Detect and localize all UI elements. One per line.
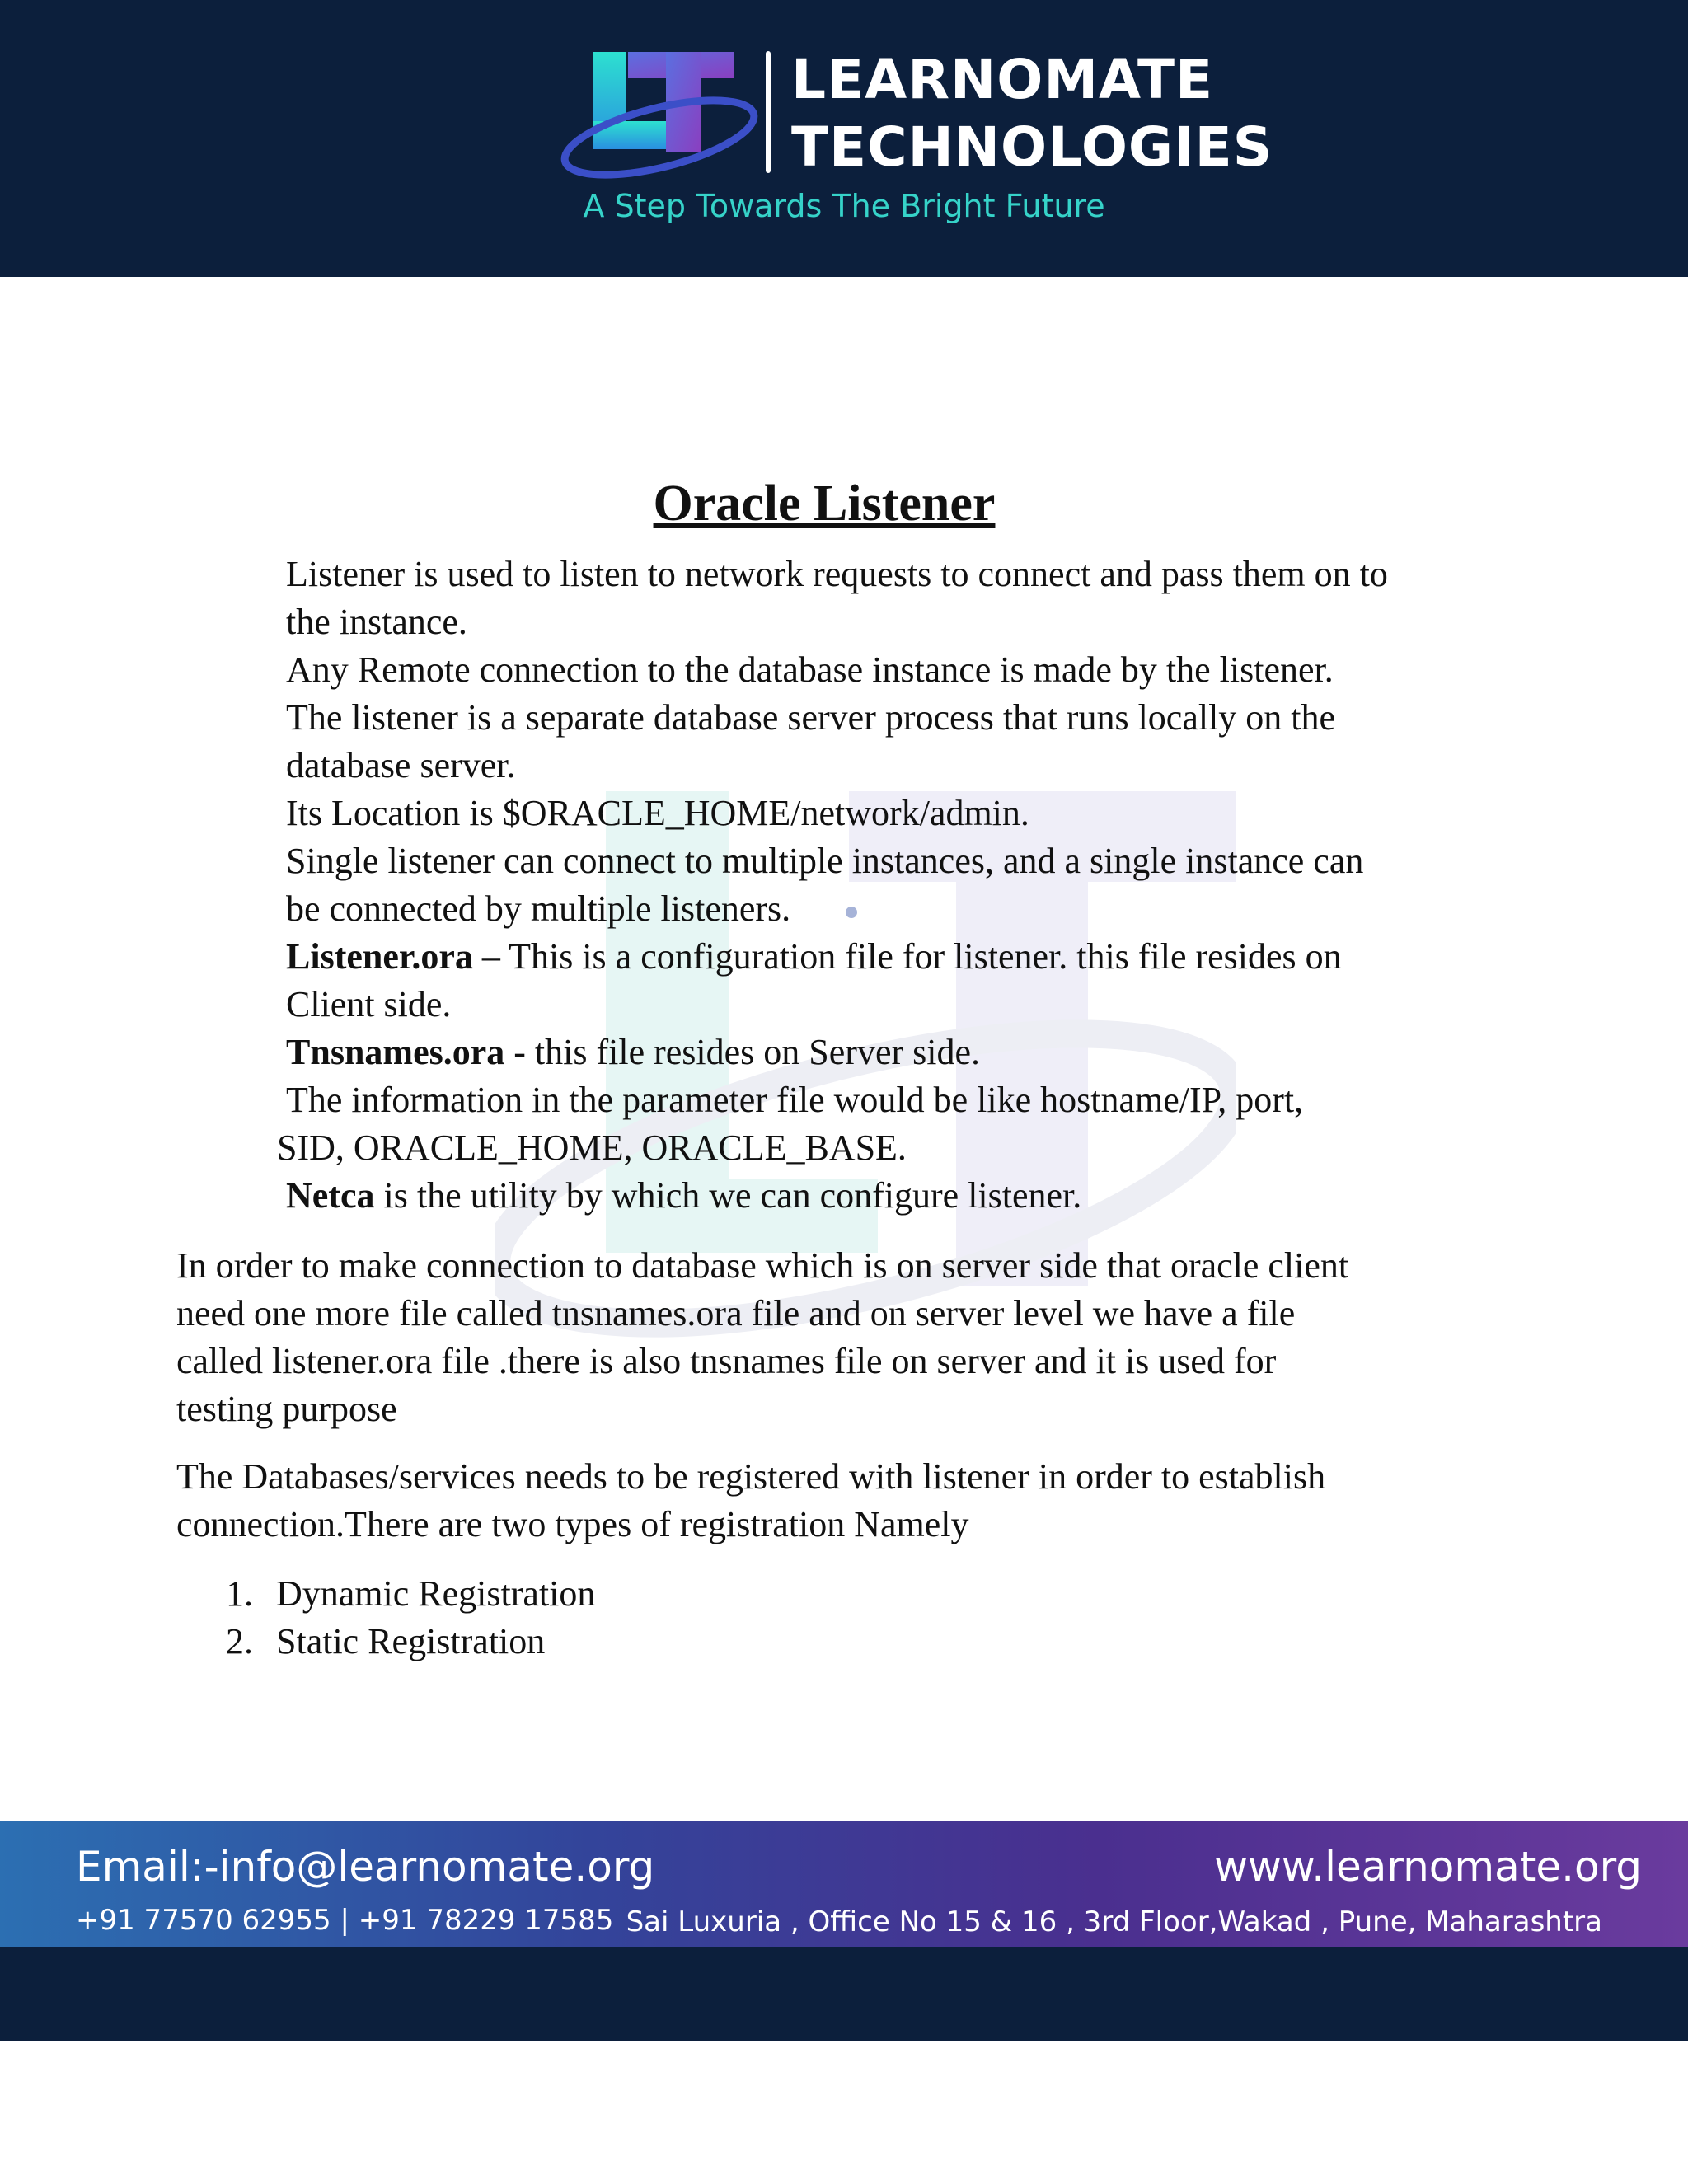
list-number: 1. <box>226 1573 253 1614</box>
paragraph-line: connection.There are two types of registration Namely <box>176 1504 969 1544</box>
listener-ora-term: Listener.ora <box>286 936 473 977</box>
text-line: Client side. <box>286 984 452 1024</box>
list-item: Dynamic Registration <box>276 1573 596 1614</box>
document-title: Oracle Listener <box>653 476 996 532</box>
netca-desc: is the utility by which we can configure listener. <box>374 1175 1082 1216</box>
brand-name-line1: LEARNOMATE <box>791 48 1214 111</box>
text-line: be connected by multiple listeners. <box>286 888 791 929</box>
footer-email[interactable]: Email:-info@learnomate.org <box>76 1843 655 1891</box>
bullet-dot-icon <box>846 907 857 918</box>
listener-ora-line <box>286 933 1342 981</box>
footer-band <box>0 1947 1688 2041</box>
netca-line <box>286 1172 1081 1220</box>
paragraph-line: testing purpose <box>176 1389 397 1429</box>
lt-logo-icon <box>560 45 758 185</box>
footer-phones: +91 77570 62955 | +91 78229 17585 <box>76 1904 614 1937</box>
paragraph-line: The Databases/services needs to be registered with listener in order to establish <box>176 1456 1326 1497</box>
tnsnames-ora-desc: - this file resides on Server side. <box>504 1032 980 1072</box>
text-line: SID, ORACLE_HOME, ORACLE_BASE. <box>277 1127 907 1168</box>
text-line: Listener is used to listen to network requests to connect and pass them on to <box>286 554 1388 594</box>
list-item: Static Registration <box>276 1621 546 1661</box>
page-footer <box>0 1821 1688 1947</box>
paragraph-line: In order to make connection to database which is on server side that oracle client <box>176 1245 1349 1286</box>
text-line: the instance. <box>286 602 467 642</box>
list-number: 2. <box>226 1621 253 1661</box>
text-line: The listener is a separate database server process that runs locally on the <box>286 697 1336 738</box>
tnsnames-ora-line <box>286 1029 980 1076</box>
brand-name-line2: TECHNOLOGIES <box>791 115 1273 179</box>
text-line: Any Remote connection to the database instance is made by the listener. <box>286 649 1334 690</box>
footer-address: Sai Luxuria , Office No 15 & 16 , 3rd Floor,Wakad , Pune, Maharashtra <box>626 1905 1602 1938</box>
footer-website[interactable]: www.learnomate.org <box>1214 1843 1642 1891</box>
tnsnames-ora-term: Tnsnames.ora <box>286 1032 505 1072</box>
text-line: database server. <box>286 745 516 785</box>
brand-tagline: A Step Towards The Bright Future <box>583 188 1105 224</box>
paragraph-line: called listener.ora file .there is also tnsnames file on server and it is used for <box>176 1341 1277 1381</box>
page-header <box>0 0 1688 277</box>
netca-term: Netca <box>286 1175 375 1216</box>
text-line: Its Location is $ORACLE_HOME/network/admin. <box>286 793 1029 833</box>
text-line: Single listener can connect to multiple instances, and a single instance can <box>286 841 1364 881</box>
paragraph-line: need one more file called tnsnames.ora file and on server level we have a file <box>176 1293 1296 1333</box>
listener-ora-desc: – This is a configuration file for listener. this file resides on <box>472 936 1342 977</box>
text-line: The information in the parameter file would be like hostname/IP, port, <box>286 1080 1304 1120</box>
logo-divider <box>766 51 771 173</box>
